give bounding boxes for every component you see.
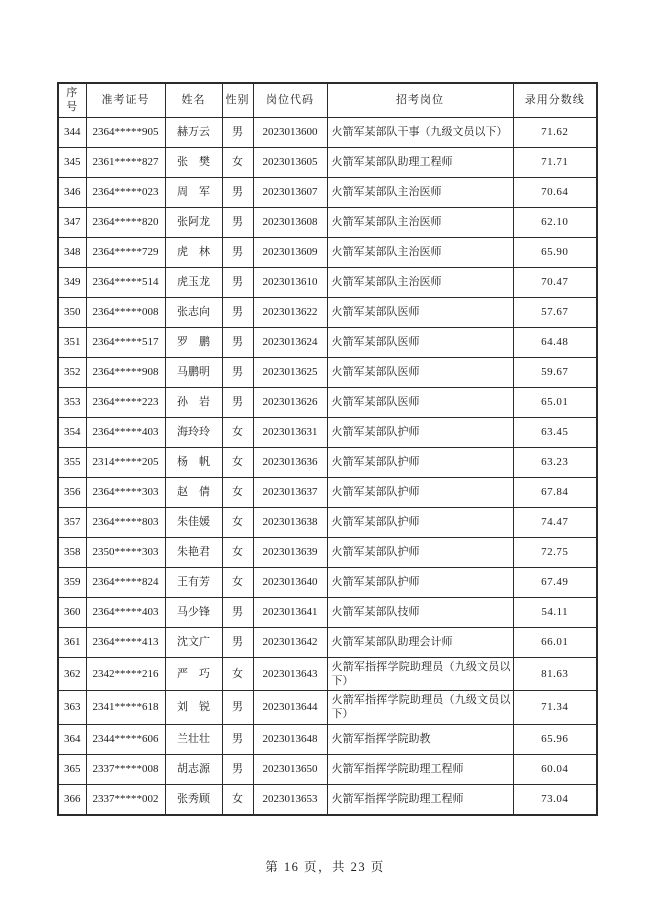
table-cell: 2350*****303 <box>86 537 165 567</box>
table-cell: 357 <box>58 507 86 537</box>
column-header: 岗位代码 <box>253 83 327 117</box>
table-cell: 火箭军某部队主治医师 <box>327 177 513 207</box>
table-cell: 345 <box>58 147 86 177</box>
table-cell: 2364*****803 <box>86 507 165 537</box>
table-cell: 女 <box>222 147 253 177</box>
table-cell: 2023013642 <box>253 627 327 657</box>
table-cell: 54.11 <box>513 597 597 627</box>
table-row <box>58 327 597 357</box>
table-cell: 2337*****002 <box>86 784 165 815</box>
table-cell: 火箭军指挥学院助理员（九级文员以下） <box>327 691 513 725</box>
table-cell: 64.48 <box>513 327 597 357</box>
table-row <box>58 537 597 567</box>
table-cell: 73.04 <box>513 784 597 815</box>
table-cell: 火箭军某部队主治医师 <box>327 207 513 237</box>
table-cell: 2023013625 <box>253 357 327 387</box>
table-cell: 男 <box>222 297 253 327</box>
table-cell: 2364*****824 <box>86 567 165 597</box>
table-cell: 火箭军某部队医师 <box>327 327 513 357</box>
table-cell: 2023013640 <box>253 567 327 597</box>
table-cell: 火箭军某部队护师 <box>327 507 513 537</box>
table-cell: 344 <box>58 117 86 147</box>
table-cell: 2344*****606 <box>86 724 165 754</box>
table-cell: 366 <box>58 784 86 815</box>
table-cell: 2023013626 <box>253 387 327 417</box>
table-cell: 女 <box>222 567 253 597</box>
table-cell: 347 <box>58 207 86 237</box>
table-cell: 63.45 <box>513 417 597 447</box>
table-cell: 361 <box>58 627 86 657</box>
table-cell: 火箭军某部队医师 <box>327 297 513 327</box>
table-cell: 海玲玲 <box>165 417 222 447</box>
table-cell: 2023013622 <box>253 297 327 327</box>
table-cell: 359 <box>58 567 86 597</box>
table-cell: 2023013605 <box>253 147 327 177</box>
table-cell: 67.84 <box>513 477 597 507</box>
column-header: 姓名 <box>165 83 222 117</box>
table-cell: 354 <box>58 417 86 447</box>
table-row <box>58 784 597 815</box>
table-cell: 孙 岩 <box>165 387 222 417</box>
table-cell: 朱艳君 <box>165 537 222 567</box>
table-cell: 沈文广 <box>165 627 222 657</box>
table-cell: 2023013610 <box>253 267 327 297</box>
table-cell: 男 <box>222 117 253 147</box>
table-cell: 女 <box>222 537 253 567</box>
table-cell: 67.49 <box>513 567 597 597</box>
table-cell: 356 <box>58 477 86 507</box>
table-cell: 火箭军某部队医师 <box>327 387 513 417</box>
column-header: 录用分数线 <box>513 83 597 117</box>
table-cell: 女 <box>222 784 253 815</box>
table-cell: 王有芳 <box>165 567 222 597</box>
table-cell: 59.67 <box>513 357 597 387</box>
table-cell: 男 <box>222 724 253 754</box>
table-cell: 363 <box>58 691 86 725</box>
table-cell: 女 <box>222 447 253 477</box>
table-cell: 火箭军某部队技师 <box>327 597 513 627</box>
table-cell: 马少锋 <box>165 597 222 627</box>
table-cell: 2364*****908 <box>86 357 165 387</box>
table-cell: 张 樊 <box>165 147 222 177</box>
table-cell: 男 <box>222 177 253 207</box>
table-row <box>58 207 597 237</box>
table-cell: 男 <box>222 267 253 297</box>
table-cell: 2364*****403 <box>86 597 165 627</box>
table-cell: 2023013624 <box>253 327 327 357</box>
table-cell: 74.47 <box>513 507 597 537</box>
table-row <box>58 724 597 754</box>
table-cell: 火箭军指挥学院助教 <box>327 724 513 754</box>
table-cell: 火箭军某部队主治医师 <box>327 237 513 267</box>
table-row <box>58 567 597 597</box>
table-cell: 男 <box>222 357 253 387</box>
table-cell: 2364*****729 <box>86 237 165 267</box>
table-cell: 2364*****223 <box>86 387 165 417</box>
table-cell: 2342*****216 <box>86 657 165 691</box>
table-cell: 虎玉龙 <box>165 267 222 297</box>
table-cell: 65.96 <box>513 724 597 754</box>
page-number-footer: 第 16 页，共 23 页 <box>265 860 385 874</box>
table-cell: 火箭军某部队护师 <box>327 417 513 447</box>
table-cell: 2023013639 <box>253 537 327 567</box>
table-row <box>58 117 597 147</box>
table-cell: 2023013607 <box>253 177 327 207</box>
column-header: 准考证号 <box>86 83 165 117</box>
table-cell: 火箭军某部队护师 <box>327 567 513 597</box>
table-cell: 57.67 <box>513 297 597 327</box>
table-cell: 周 军 <box>165 177 222 207</box>
table-cell: 2023013643 <box>253 657 327 691</box>
table-cell: 350 <box>58 297 86 327</box>
table-row <box>58 387 597 417</box>
table-cell: 火箭军指挥学院助理工程师 <box>327 784 513 815</box>
table-cell: 火箭军某部队护师 <box>327 537 513 567</box>
table-cell: 张秀顾 <box>165 784 222 815</box>
table-cell: 女 <box>222 477 253 507</box>
table-row <box>58 657 597 691</box>
table-cell: 2023013644 <box>253 691 327 725</box>
table-cell: 72.75 <box>513 537 597 567</box>
table-cell: 张阿龙 <box>165 207 222 237</box>
table-cell: 360 <box>58 597 86 627</box>
table-row <box>58 177 597 207</box>
table-cell: 2023013631 <box>253 417 327 447</box>
table-cell: 男 <box>222 597 253 627</box>
table-cell: 朱佳媛 <box>165 507 222 537</box>
table-cell: 男 <box>222 387 253 417</box>
table-cell: 赫万云 <box>165 117 222 147</box>
table-cell: 严 巧 <box>165 657 222 691</box>
table-cell: 353 <box>58 387 86 417</box>
table-cell: 男 <box>222 691 253 725</box>
table-cell: 胡志源 <box>165 754 222 784</box>
table-cell: 2314*****205 <box>86 447 165 477</box>
table-cell: 张志向 <box>165 297 222 327</box>
table-cell: 71.34 <box>513 691 597 725</box>
table-cell: 火箭军某部队护师 <box>327 447 513 477</box>
table-row <box>58 477 597 507</box>
table-cell: 2364*****008 <box>86 297 165 327</box>
table-cell: 2023013636 <box>253 447 327 477</box>
table-cell: 女 <box>222 657 253 691</box>
table-cell: 352 <box>58 357 86 387</box>
table-cell: 2364*****023 <box>86 177 165 207</box>
table-cell: 2364*****905 <box>86 117 165 147</box>
table-cell: 兰壮壮 <box>165 724 222 754</box>
table-cell: 火箭军某部队护师 <box>327 477 513 507</box>
table-cell: 70.64 <box>513 177 597 207</box>
table-cell: 355 <box>58 447 86 477</box>
table-cell: 火箭军指挥学院助理员（九级文员以下） <box>327 657 513 691</box>
table-row <box>58 417 597 447</box>
table-row <box>58 627 597 657</box>
admission-score-table <box>57 82 598 816</box>
table-cell: 男 <box>222 327 253 357</box>
table-cell: 65.90 <box>513 237 597 267</box>
table-cell: 虎 林 <box>165 237 222 267</box>
column-header: 序号 <box>58 83 86 117</box>
table-cell: 2023013608 <box>253 207 327 237</box>
table-header-row <box>58 83 597 117</box>
column-header: 招考岗位 <box>327 83 513 117</box>
table-cell: 2364*****303 <box>86 477 165 507</box>
table-body <box>58 117 597 815</box>
table-cell: 70.47 <box>513 267 597 297</box>
table-cell: 348 <box>58 237 86 267</box>
table-cell: 362 <box>58 657 86 691</box>
table-cell: 66.01 <box>513 627 597 657</box>
table-cell: 2023013609 <box>253 237 327 267</box>
table-cell: 2023013653 <box>253 784 327 815</box>
table-cell: 2364*****514 <box>86 267 165 297</box>
table-cell: 马鹏明 <box>165 357 222 387</box>
table-cell: 火箭军某部队主治医师 <box>327 267 513 297</box>
column-header: 性别 <box>222 83 253 117</box>
table-row <box>58 267 597 297</box>
table-cell: 男 <box>222 207 253 237</box>
table-cell: 2364*****413 <box>86 627 165 657</box>
table-cell: 火箭军指挥学院助理工程师 <box>327 754 513 784</box>
table-cell: 罗 鹏 <box>165 327 222 357</box>
table-cell: 2364*****403 <box>86 417 165 447</box>
table-cell: 火箭军某部队助理会计师 <box>327 627 513 657</box>
table-cell: 71.71 <box>513 147 597 177</box>
table-cell: 65.01 <box>513 387 597 417</box>
table-row <box>58 597 597 627</box>
table-cell: 81.63 <box>513 657 597 691</box>
table-cell: 2023013600 <box>253 117 327 147</box>
table-cell: 2023013650 <box>253 754 327 784</box>
table-row <box>58 297 597 327</box>
table-cell: 火箭军某部队助理工程师 <box>327 147 513 177</box>
table-cell: 2023013641 <box>253 597 327 627</box>
table-cell: 2364*****820 <box>86 207 165 237</box>
table-cell: 62.10 <box>513 207 597 237</box>
table-cell: 71.62 <box>513 117 597 147</box>
table-cell: 63.23 <box>513 447 597 477</box>
table-cell: 358 <box>58 537 86 567</box>
table-cell: 2023013638 <box>253 507 327 537</box>
table-cell: 2361*****827 <box>86 147 165 177</box>
table-cell: 2341*****618 <box>86 691 165 725</box>
table-cell: 2337*****008 <box>86 754 165 784</box>
table-cell: 火箭军某部队医师 <box>327 357 513 387</box>
table-row <box>58 691 597 725</box>
table-cell: 男 <box>222 237 253 267</box>
table-cell: 男 <box>222 627 253 657</box>
table-cell: 364 <box>58 724 86 754</box>
table-row <box>58 237 597 267</box>
table-cell: 女 <box>222 417 253 447</box>
table-cell: 赵 倩 <box>165 477 222 507</box>
table-cell: 351 <box>58 327 86 357</box>
table-cell: 349 <box>58 267 86 297</box>
table-row <box>58 507 597 537</box>
table-cell: 365 <box>58 754 86 784</box>
table-row <box>58 754 597 784</box>
table-row <box>58 447 597 477</box>
table-cell: 2023013648 <box>253 724 327 754</box>
table-row <box>58 147 597 177</box>
table-cell: 女 <box>222 507 253 537</box>
table-cell: 刘 锐 <box>165 691 222 725</box>
table-row <box>58 357 597 387</box>
table-cell: 2364*****517 <box>86 327 165 357</box>
table-cell: 男 <box>222 754 253 784</box>
table-cell: 2023013637 <box>253 477 327 507</box>
table-cell: 60.04 <box>513 754 597 784</box>
table-cell: 346 <box>58 177 86 207</box>
table-cell: 火箭军某部队干事（九级文员以下） <box>327 117 513 147</box>
table-cell: 杨 帆 <box>165 447 222 477</box>
